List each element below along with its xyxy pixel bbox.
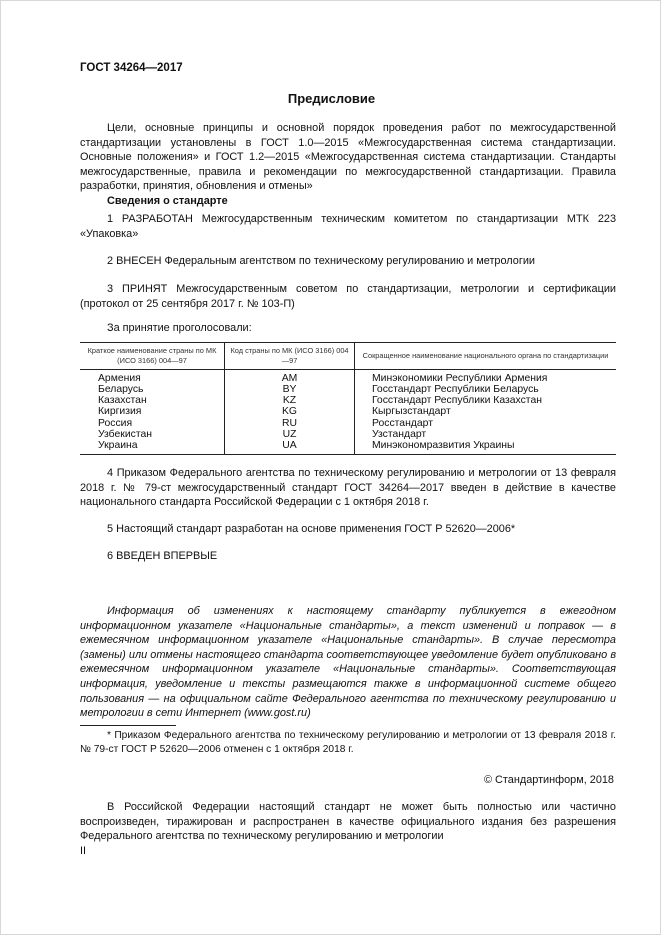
voted-label: За принятие проголосовали: [107,322,252,334]
col-header-country: Краткое наименование страны по МК (ИСО 3166) 004—97 [80,343,225,370]
table-row [80,370,616,385]
table-row [80,429,616,440]
code-cell: AM [225,370,355,385]
table-row [80,440,616,455]
item-2-paragraph: 2 ВНЕСЕН Федеральным агентством по техническому регулированию и метрологии [107,255,535,267]
body-cell: Узстандарт [355,429,617,440]
table-row [80,418,616,429]
table-header-row [80,343,616,370]
code-cell: UZ [225,429,355,440]
country-cell: Россия [98,417,133,429]
code-cell: UA [225,440,355,455]
body-cell: Минэкономики Республики Армения [355,370,617,385]
code-cell: KG [225,406,355,417]
code-cell: BY [225,384,355,395]
page-title: Предисловие [287,91,376,106]
body-cell: Госстандарт Республики Беларусь [355,384,617,395]
footnote: * Приказом Федерального агентства по техническому регулированию и метрологии от 13 февраля 2018 г. № 79-ст ГОСТ Р 52620—2006 отменен с 1 октября 2018 г. [80,730,616,755]
changes-info-paragraph: Информация об изменениях к настоящему стандарту публикуется в ежегодном информационном указателе «Национальные стандарты», а текст изменений и поправок — в ежемесячном информационном указателе «Национальные стандарты». В случае пересмотра (замены) или отмены настоящего стандарта соответствующее уведомление будет опубликовано в ежемесячном информационном указателе «Национальные стандарты». Соответствующая информация, уведомление и тексты размещаются также в информационной системе общего пользования — на официальном сайте Федерального агентства по техническому регулированию и метрологии в сети Интернет (www.gost.ru) [80,605,616,720]
copyright-line: © Стандартинформ, 2018 [483,774,614,786]
country-cell: Киргизия [98,406,142,418]
item-6-paragraph: 6 ВВЕДЕН ВПЕРВЫЕ [107,550,218,562]
item-4-paragraph: 4 Приказом Федерального агентства по техническому регулированию и метрологии от 13 февраля 2018 г. № 79-ст межгосударственный стандарт ГОСТ 34264—2017 введен в действие в качестве национального стандарта Российской Федерации с 1 октября 2018 г. [80,467,616,509]
item-3-paragraph: 3 ПРИНЯТ Межгосударственным советом по стандартизации, метрологии и сертификации (протокол от 25 сентября 2017 г. № 103-П) [80,283,616,310]
code-cell: KZ [225,395,355,406]
intro-paragraph: Цели, основные принципы и основной порядок проведения работ по межгосударственной стандартизации установлены в ГОСТ 1.0—2015 «Межгосударственная система стандартизации. Основные положения» и ГОСТ 1.2—2015 «Межгосударственная система стандартизации. Стандарты межгосударственные, правила и рекомендации по межгосударственной стандартизации. Правила разработки, принятия, обновления и отмены» [80,122,616,193]
country-cell: Беларусь [98,384,144,396]
body-cell: Росстандарт [355,418,617,429]
code-cell: RU [225,418,355,429]
table-row [80,395,616,406]
section-heading: Сведения о стандарте [107,195,228,207]
footnote-divider [80,725,176,726]
body-cell: Минэкономразвития Украины [355,440,617,455]
country-cell: Узбекистан [98,428,152,440]
standard-header: ГОСТ 34264—2017 [80,62,183,74]
rights-paragraph: В Российской Федерации настоящий стандарт не может быть полностью или частично воспроизведен, тиражирован и распространен в качестве официального издания без разрешения Федерального агентства по техническому регулированию и метрологии [80,801,616,843]
item-5-paragraph: 5 Настоящий стандарт разработан на основе применения ГОСТ Р 52620—2006* [107,523,516,535]
body-cell: Госстандарт Республики Казахстан [355,395,617,406]
country-cell: Украина [80,440,225,455]
country-cell: Армения [98,373,141,385]
item-1-paragraph: 1 РАЗРАБОТАН Межгосударственным техническим комитетом по стандартизации МТК 223 «Упаковка» [80,213,616,240]
country-cell: Казахстан [98,395,147,407]
page-number: II [80,845,87,857]
table-row [80,406,616,417]
col-header-code: Код страны по МК (ИСО 3166) 004—97 [225,343,355,370]
col-header-body: Сокращенное наименование национального органа по стандартизации [355,343,617,370]
body-cell: Кыргызстандарт [355,406,617,417]
voting-table [80,342,616,455]
table-row [80,384,616,395]
